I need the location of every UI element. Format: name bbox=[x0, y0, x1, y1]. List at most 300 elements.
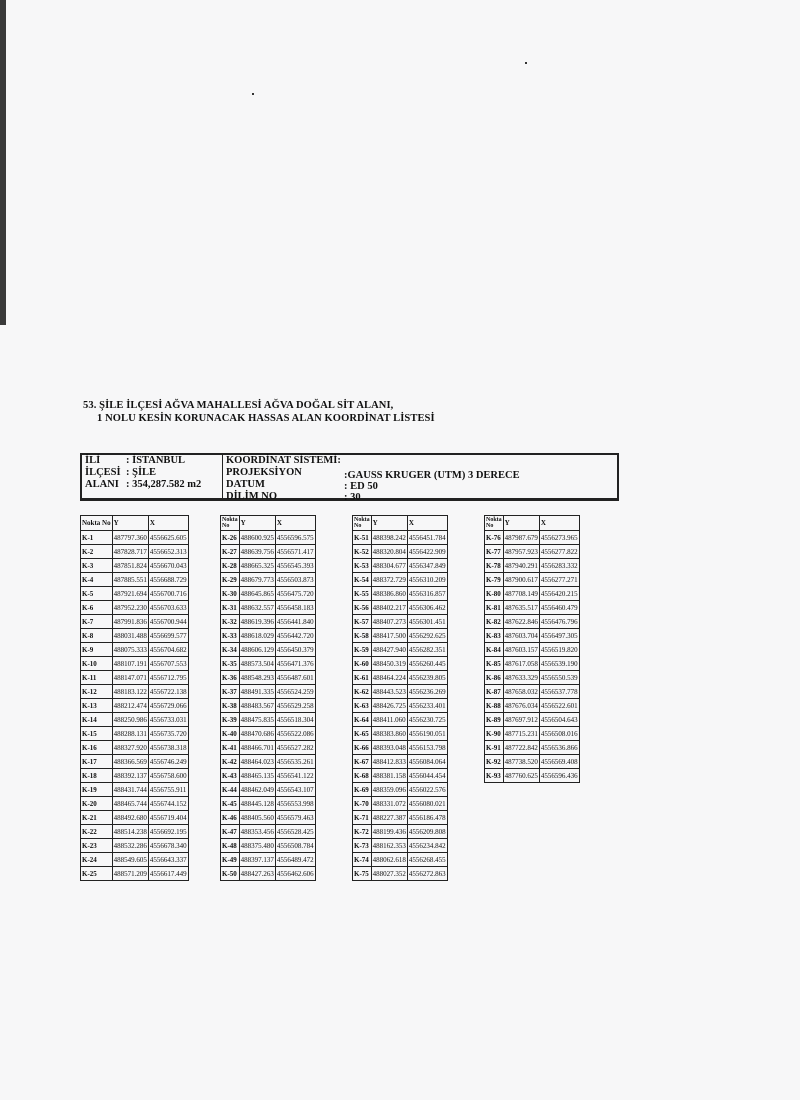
y-coordinate-cell: 488548.293 bbox=[239, 671, 275, 685]
x-coordinate-cell: 4556022.576 bbox=[407, 783, 447, 797]
x-coordinate-cell: 4556746.249 bbox=[148, 755, 188, 769]
table-row bbox=[485, 727, 580, 741]
y-coordinate-cell: 487676.034 bbox=[503, 699, 539, 713]
point-id-cell: K-5 bbox=[81, 587, 113, 601]
y-coordinate-cell: 487658.032 bbox=[503, 685, 539, 699]
table-header-row bbox=[353, 516, 448, 531]
table-row bbox=[221, 573, 316, 587]
x-coordinate-cell: 4556450.379 bbox=[275, 643, 315, 657]
x-coordinate-cell: 4556703.633 bbox=[148, 601, 188, 615]
point-id-cell: K-40 bbox=[221, 727, 240, 741]
table-row bbox=[485, 671, 580, 685]
point-id-cell: K-36 bbox=[221, 671, 240, 685]
x-header: X bbox=[407, 516, 447, 531]
point-id-cell: K-24 bbox=[81, 853, 113, 867]
point-id-cell: K-59 bbox=[353, 643, 372, 657]
table-row bbox=[81, 755, 189, 769]
point-id-cell: K-52 bbox=[353, 545, 372, 559]
x-coordinate-cell: 4556596.436 bbox=[539, 769, 579, 783]
x-coordinate-cell: 4556519.820 bbox=[539, 643, 579, 657]
x-coordinate-cell: 4556441.840 bbox=[275, 615, 315, 629]
table-row bbox=[485, 685, 580, 699]
point-id-cell: K-83 bbox=[485, 629, 504, 643]
point-id-cell: K-7 bbox=[81, 615, 113, 629]
x-coordinate-cell: 4556475.720 bbox=[275, 587, 315, 601]
table-row bbox=[81, 643, 189, 657]
y-coordinate-cell: 487987.679 bbox=[503, 531, 539, 545]
x-coordinate-cell: 4556758.600 bbox=[148, 769, 188, 783]
x-coordinate-cell: 4556487.601 bbox=[275, 671, 315, 685]
x-coordinate-cell: 4556699.577 bbox=[148, 629, 188, 643]
y-coordinate-cell: 488397.137 bbox=[239, 853, 275, 867]
point-id-cell: K-45 bbox=[221, 797, 240, 811]
point-id-cell: K-55 bbox=[353, 587, 372, 601]
projeksiyon-label: PROJEKSİYON bbox=[226, 467, 302, 478]
x-coordinate-cell: 4556084.064 bbox=[407, 755, 447, 769]
x-coordinate-cell: 4556688.729 bbox=[148, 573, 188, 587]
table-row bbox=[353, 769, 448, 783]
x-coordinate-cell: 4556733.031 bbox=[148, 713, 188, 727]
y-coordinate-cell: 488304.677 bbox=[371, 559, 407, 573]
table-row bbox=[353, 671, 448, 685]
y-coordinate-cell: 487708.149 bbox=[503, 587, 539, 601]
table-row bbox=[353, 825, 448, 839]
point-id-cell: K-92 bbox=[485, 755, 504, 769]
ilce-value: : ŞİLE bbox=[126, 467, 157, 478]
scan-speck bbox=[252, 93, 254, 95]
y-coordinate-cell: 488532.286 bbox=[112, 839, 148, 853]
scan-edge-shadow bbox=[0, 0, 6, 325]
y-coordinate-cell: 488645.865 bbox=[239, 587, 275, 601]
y-header: Y bbox=[503, 516, 539, 531]
point-id-cell: K-6 bbox=[81, 601, 113, 615]
x-coordinate-cell: 4556268.455 bbox=[407, 853, 447, 867]
point-id-cell: K-21 bbox=[81, 811, 113, 825]
point-id-cell: K-60 bbox=[353, 657, 372, 671]
table-row bbox=[353, 531, 448, 545]
table-row bbox=[353, 699, 448, 713]
x-coordinate-cell: 4556643.337 bbox=[148, 853, 188, 867]
point-id-cell: K-56 bbox=[353, 601, 372, 615]
point-id-cell: K-89 bbox=[485, 713, 504, 727]
point-id-cell: K-51 bbox=[353, 531, 372, 545]
x-coordinate-cell: 4556712.795 bbox=[148, 671, 188, 685]
x-coordinate-cell: 4556529.258 bbox=[275, 699, 315, 713]
table-row bbox=[353, 783, 448, 797]
table-row bbox=[353, 587, 448, 601]
x-coordinate-cell: 4556541.122 bbox=[275, 769, 315, 783]
y-coordinate-cell: 488632.557 bbox=[239, 601, 275, 615]
point-id-cell: K-88 bbox=[485, 699, 504, 713]
point-id-cell: K-37 bbox=[221, 685, 240, 699]
y-coordinate-cell: 487722.842 bbox=[503, 741, 539, 755]
table-row bbox=[353, 629, 448, 643]
point-id-cell: K-77 bbox=[485, 545, 504, 559]
table-row bbox=[485, 629, 580, 643]
table-row bbox=[81, 727, 189, 741]
y-coordinate-cell: 487715.231 bbox=[503, 727, 539, 741]
table-row bbox=[353, 559, 448, 573]
y-coordinate-cell: 488412.833 bbox=[371, 755, 407, 769]
x-coordinate-cell: 4556044.454 bbox=[407, 769, 447, 783]
y-coordinate-cell: 488183.122 bbox=[112, 685, 148, 699]
table-row bbox=[81, 811, 189, 825]
nokta-no-header: Nokta No bbox=[222, 517, 238, 529]
y-coordinate-cell: 488372.729 bbox=[371, 573, 407, 587]
point-id-cell: K-30 bbox=[221, 587, 240, 601]
point-id-cell: K-69 bbox=[353, 783, 372, 797]
y-coordinate-cell: 487900.617 bbox=[503, 573, 539, 587]
table-row bbox=[221, 769, 316, 783]
info-box bbox=[80, 453, 619, 501]
point-id-cell: K-48 bbox=[221, 839, 240, 853]
y-coordinate-cell: 488514.238 bbox=[112, 825, 148, 839]
x-coordinate-cell: 4556722.138 bbox=[148, 685, 188, 699]
x-coordinate-cell: 4556236.269 bbox=[407, 685, 447, 699]
point-id-cell: K-90 bbox=[485, 727, 504, 741]
y-coordinate-cell: 487622.846 bbox=[503, 615, 539, 629]
y-coordinate-cell: 488375.480 bbox=[239, 839, 275, 853]
y-coordinate-cell: 488464.224 bbox=[371, 671, 407, 685]
point-id-cell: K-4 bbox=[81, 573, 113, 587]
point-id-cell: K-39 bbox=[221, 713, 240, 727]
point-id-cell: K-82 bbox=[485, 615, 504, 629]
point-id-cell: K-16 bbox=[81, 741, 113, 755]
y-coordinate-cell: 488417.500 bbox=[371, 629, 407, 643]
table-row bbox=[221, 615, 316, 629]
point-id-cell: K-15 bbox=[81, 727, 113, 741]
y-coordinate-cell: 488618.029 bbox=[239, 629, 275, 643]
coordinate-table-2 bbox=[220, 515, 316, 881]
point-id-cell: K-1 bbox=[81, 531, 113, 545]
y-coordinate-cell: 487738.520 bbox=[503, 755, 539, 769]
x-coordinate-cell: 4556497.305 bbox=[539, 629, 579, 643]
y-coordinate-cell: 488062.618 bbox=[371, 853, 407, 867]
x-coordinate-cell: 4556233.401 bbox=[407, 699, 447, 713]
table-row bbox=[81, 601, 189, 615]
point-id-cell: K-35 bbox=[221, 657, 240, 671]
document-title bbox=[83, 399, 435, 425]
y-coordinate-cell: 488402.217 bbox=[371, 601, 407, 615]
point-id-cell: K-19 bbox=[81, 783, 113, 797]
table-row bbox=[221, 545, 316, 559]
nokta-no-header: Nokta No bbox=[486, 517, 502, 529]
table-row bbox=[353, 545, 448, 559]
x-coordinate-cell: 4556596.575 bbox=[275, 531, 315, 545]
x-coordinate-cell: 4556209.808 bbox=[407, 825, 447, 839]
point-id-cell: K-71 bbox=[353, 811, 372, 825]
table-row bbox=[353, 839, 448, 853]
table-row bbox=[221, 559, 316, 573]
x-coordinate-cell: 4556277.822 bbox=[539, 545, 579, 559]
table-row bbox=[485, 601, 580, 615]
y-header: Y bbox=[239, 516, 275, 531]
table-row bbox=[485, 545, 580, 559]
y-coordinate-cell: 488386.860 bbox=[371, 587, 407, 601]
point-id-cell: K-46 bbox=[221, 811, 240, 825]
point-id-cell: K-66 bbox=[353, 741, 372, 755]
x-coordinate-cell: 4556306.462 bbox=[407, 601, 447, 615]
table-row bbox=[353, 867, 448, 881]
x-coordinate-cell: 4556273.965 bbox=[539, 531, 579, 545]
point-id-cell: K-23 bbox=[81, 839, 113, 853]
table-row bbox=[81, 615, 189, 629]
point-id-cell: K-79 bbox=[485, 573, 504, 587]
y-coordinate-cell: 488426.725 bbox=[371, 699, 407, 713]
point-id-cell: K-54 bbox=[353, 573, 372, 587]
x-coordinate-cell: 4556153.798 bbox=[407, 741, 447, 755]
x-coordinate-cell: 4556545.393 bbox=[275, 559, 315, 573]
point-id-cell: K-61 bbox=[353, 671, 372, 685]
point-id-cell: K-85 bbox=[485, 657, 504, 671]
title-line-2: 1 NOLU KESİN KORUNACAK HASSAS ALAN KOORDİNAT LİSTESİ bbox=[97, 413, 435, 424]
point-id-cell: K-76 bbox=[485, 531, 504, 545]
y-header: Y bbox=[371, 516, 407, 531]
y-coordinate-cell: 488405.560 bbox=[239, 811, 275, 825]
table-row bbox=[221, 699, 316, 713]
y-coordinate-cell: 488475.835 bbox=[239, 713, 275, 727]
point-id-cell: K-67 bbox=[353, 755, 372, 769]
point-id-cell: K-28 bbox=[221, 559, 240, 573]
point-id-cell: K-87 bbox=[485, 685, 504, 699]
table-row bbox=[353, 853, 448, 867]
x-coordinate-cell: 4556518.304 bbox=[275, 713, 315, 727]
table-row bbox=[353, 685, 448, 699]
table-row bbox=[221, 825, 316, 839]
x-coordinate-cell: 4556489.472 bbox=[275, 853, 315, 867]
point-id-cell: K-29 bbox=[221, 573, 240, 587]
x-coordinate-cell: 4556652.313 bbox=[148, 545, 188, 559]
x-coordinate-cell: 4556476.796 bbox=[539, 615, 579, 629]
x-coordinate-cell: 4556569.408 bbox=[539, 755, 579, 769]
coordinate-table-1 bbox=[80, 515, 189, 881]
x-coordinate-cell: 4556080.021 bbox=[407, 797, 447, 811]
y-coordinate-cell: 488679.773 bbox=[239, 573, 275, 587]
point-id-cell: K-43 bbox=[221, 769, 240, 783]
point-id-cell: K-64 bbox=[353, 713, 372, 727]
point-id-cell: K-9 bbox=[81, 643, 113, 657]
point-id-cell: K-26 bbox=[221, 531, 240, 545]
point-id-cell: K-65 bbox=[353, 727, 372, 741]
point-id-cell: K-42 bbox=[221, 755, 240, 769]
y-coordinate-cell: 488366.569 bbox=[112, 755, 148, 769]
datum-value: : ED 50 bbox=[344, 481, 378, 492]
x-coordinate-cell: 4556347.849 bbox=[407, 559, 447, 573]
x-coordinate-cell: 4556504.643 bbox=[539, 713, 579, 727]
table-row bbox=[485, 713, 580, 727]
x-header: X bbox=[539, 516, 579, 531]
x-coordinate-cell: 4556738.318 bbox=[148, 741, 188, 755]
x-coordinate-cell: 4556508.784 bbox=[275, 839, 315, 853]
table-row bbox=[221, 657, 316, 671]
x-coordinate-cell: 4556283.332 bbox=[539, 559, 579, 573]
point-id-cell: K-8 bbox=[81, 629, 113, 643]
nokta-no-header: Nokta No bbox=[81, 516, 113, 531]
table-header-row bbox=[221, 516, 316, 531]
table-row bbox=[353, 755, 448, 769]
y-coordinate-cell: 488359.096 bbox=[371, 783, 407, 797]
y-coordinate-cell: 488619.396 bbox=[239, 615, 275, 629]
y-coordinate-cell: 488031.488 bbox=[112, 629, 148, 643]
point-id-cell: K-41 bbox=[221, 741, 240, 755]
table-row bbox=[353, 811, 448, 825]
table-row bbox=[485, 559, 580, 573]
table-row bbox=[485, 699, 580, 713]
table-header-row bbox=[81, 516, 189, 531]
y-coordinate-cell: 488227.387 bbox=[371, 811, 407, 825]
x-coordinate-cell: 4556571.417 bbox=[275, 545, 315, 559]
y-coordinate-cell: 488427.940 bbox=[371, 643, 407, 657]
table-row bbox=[81, 853, 189, 867]
point-id-cell: K-86 bbox=[485, 671, 504, 685]
x-header: X bbox=[275, 516, 315, 531]
y-coordinate-cell: 488445.128 bbox=[239, 797, 275, 811]
table-row bbox=[353, 601, 448, 615]
table-row bbox=[81, 657, 189, 671]
ilce-label: İLÇESİ bbox=[85, 467, 121, 478]
x-coordinate-cell: 4556462.606 bbox=[275, 867, 315, 881]
table-row bbox=[221, 783, 316, 797]
point-id-cell: K-53 bbox=[353, 559, 372, 573]
info-divider bbox=[222, 455, 223, 498]
x-coordinate-cell: 4556524.259 bbox=[275, 685, 315, 699]
y-coordinate-cell: 488199.436 bbox=[371, 825, 407, 839]
x-coordinate-cell: 4556234.842 bbox=[407, 839, 447, 853]
y-coordinate-cell: 488470.686 bbox=[239, 727, 275, 741]
point-id-cell: K-34 bbox=[221, 643, 240, 657]
table-row bbox=[353, 643, 448, 657]
x-coordinate-cell: 4556625.605 bbox=[148, 531, 188, 545]
y-coordinate-cell: 488331.072 bbox=[371, 797, 407, 811]
y-coordinate-cell: 488573.504 bbox=[239, 657, 275, 671]
point-id-cell: K-75 bbox=[353, 867, 372, 881]
y-coordinate-cell: 488393.048 bbox=[371, 741, 407, 755]
x-coordinate-cell: 4556310.209 bbox=[407, 573, 447, 587]
table-row bbox=[485, 657, 580, 671]
table-row bbox=[221, 531, 316, 545]
x-coordinate-cell: 4556539.190 bbox=[539, 657, 579, 671]
y-coordinate-cell: 488075.333 bbox=[112, 643, 148, 657]
x-coordinate-cell: 4556522.086 bbox=[275, 727, 315, 741]
table-row bbox=[221, 853, 316, 867]
point-id-cell: K-81 bbox=[485, 601, 504, 615]
x-coordinate-cell: 4556617.449 bbox=[148, 867, 188, 881]
y-coordinate-cell: 488147.071 bbox=[112, 671, 148, 685]
y-coordinate-cell: 487921.694 bbox=[112, 587, 148, 601]
y-coordinate-cell: 488492.680 bbox=[112, 811, 148, 825]
x-coordinate-cell: 4556719.404 bbox=[148, 811, 188, 825]
table-row bbox=[81, 797, 189, 811]
table-row bbox=[81, 783, 189, 797]
y-coordinate-cell: 488483.567 bbox=[239, 699, 275, 713]
y-coordinate-cell: 488466.701 bbox=[239, 741, 275, 755]
x-coordinate-cell: 4556442.720 bbox=[275, 629, 315, 643]
table-row bbox=[81, 531, 189, 545]
y-coordinate-cell: 488465.744 bbox=[112, 797, 148, 811]
table-row bbox=[221, 629, 316, 643]
coordinate-table-3 bbox=[352, 515, 448, 881]
x-coordinate-cell: 4556729.066 bbox=[148, 699, 188, 713]
table-row bbox=[81, 867, 189, 881]
point-id-cell: K-22 bbox=[81, 825, 113, 839]
table-row bbox=[353, 727, 448, 741]
y-coordinate-cell: 488443.523 bbox=[371, 685, 407, 699]
table-row bbox=[221, 727, 316, 741]
x-coordinate-cell: 4556678.340 bbox=[148, 839, 188, 853]
table-row bbox=[221, 685, 316, 699]
y-coordinate-cell: 488571.209 bbox=[112, 867, 148, 881]
table-row bbox=[81, 825, 189, 839]
title-line-1: 53. ŞİLE İLÇESİ AĞVA MAHALLESİ AĞVA DOĞAL SİT ALANI, bbox=[83, 400, 394, 411]
point-id-cell: K-74 bbox=[353, 853, 372, 867]
point-id-cell: K-38 bbox=[221, 699, 240, 713]
table-row bbox=[221, 671, 316, 685]
x-coordinate-cell: 4556553.998 bbox=[275, 797, 315, 811]
y-header: Y bbox=[112, 516, 148, 531]
y-coordinate-cell: 488465.135 bbox=[239, 769, 275, 783]
table-row bbox=[221, 867, 316, 881]
point-id-cell: K-73 bbox=[353, 839, 372, 853]
point-id-cell: K-31 bbox=[221, 601, 240, 615]
x-coordinate-cell: 4556186.478 bbox=[407, 811, 447, 825]
table-row bbox=[221, 755, 316, 769]
x-coordinate-cell: 4556458.183 bbox=[275, 601, 315, 615]
point-id-cell: K-14 bbox=[81, 713, 113, 727]
table-row bbox=[81, 741, 189, 755]
table-row bbox=[81, 671, 189, 685]
point-id-cell: K-50 bbox=[221, 867, 240, 881]
table-row bbox=[221, 587, 316, 601]
y-coordinate-cell: 488450.319 bbox=[371, 657, 407, 671]
y-coordinate-cell: 488462.049 bbox=[239, 783, 275, 797]
scan-speck bbox=[525, 62, 527, 64]
y-coordinate-cell: 487957.923 bbox=[503, 545, 539, 559]
x-coordinate-cell: 4556535.261 bbox=[275, 755, 315, 769]
table-row bbox=[485, 573, 580, 587]
table-row bbox=[353, 573, 448, 587]
x-coordinate-cell: 4556422.909 bbox=[407, 545, 447, 559]
y-coordinate-cell: 488549.605 bbox=[112, 853, 148, 867]
y-coordinate-cell: 488600.925 bbox=[239, 531, 275, 545]
datum-label: DATUM bbox=[226, 479, 265, 490]
table-row bbox=[485, 741, 580, 755]
table-row bbox=[81, 573, 189, 587]
x-coordinate-cell: 4556700.944 bbox=[148, 615, 188, 629]
x-coordinate-cell: 4556700.716 bbox=[148, 587, 188, 601]
x-coordinate-cell: 4556282.351 bbox=[407, 643, 447, 657]
point-id-cell: K-47 bbox=[221, 825, 240, 839]
point-id-cell: K-11 bbox=[81, 671, 113, 685]
point-id-cell: K-25 bbox=[81, 867, 113, 881]
y-coordinate-cell: 487603.704 bbox=[503, 629, 539, 643]
table-row bbox=[221, 741, 316, 755]
point-id-cell: K-68 bbox=[353, 769, 372, 783]
y-coordinate-cell: 488411.060 bbox=[371, 713, 407, 727]
x-coordinate-cell: 4556536.866 bbox=[539, 741, 579, 755]
table-row bbox=[485, 587, 580, 601]
y-coordinate-cell: 487603.157 bbox=[503, 643, 539, 657]
point-id-cell: K-58 bbox=[353, 629, 372, 643]
x-coordinate-cell: 4556670.043 bbox=[148, 559, 188, 573]
point-id-cell: K-18 bbox=[81, 769, 113, 783]
y-coordinate-cell: 488383.860 bbox=[371, 727, 407, 741]
y-coordinate-cell: 488381.158 bbox=[371, 769, 407, 783]
y-coordinate-cell: 488639.756 bbox=[239, 545, 275, 559]
table-row bbox=[81, 839, 189, 853]
x-coordinate-cell: 4556230.725 bbox=[407, 713, 447, 727]
x-coordinate-cell: 4556527.282 bbox=[275, 741, 315, 755]
table-header-row bbox=[485, 516, 580, 531]
